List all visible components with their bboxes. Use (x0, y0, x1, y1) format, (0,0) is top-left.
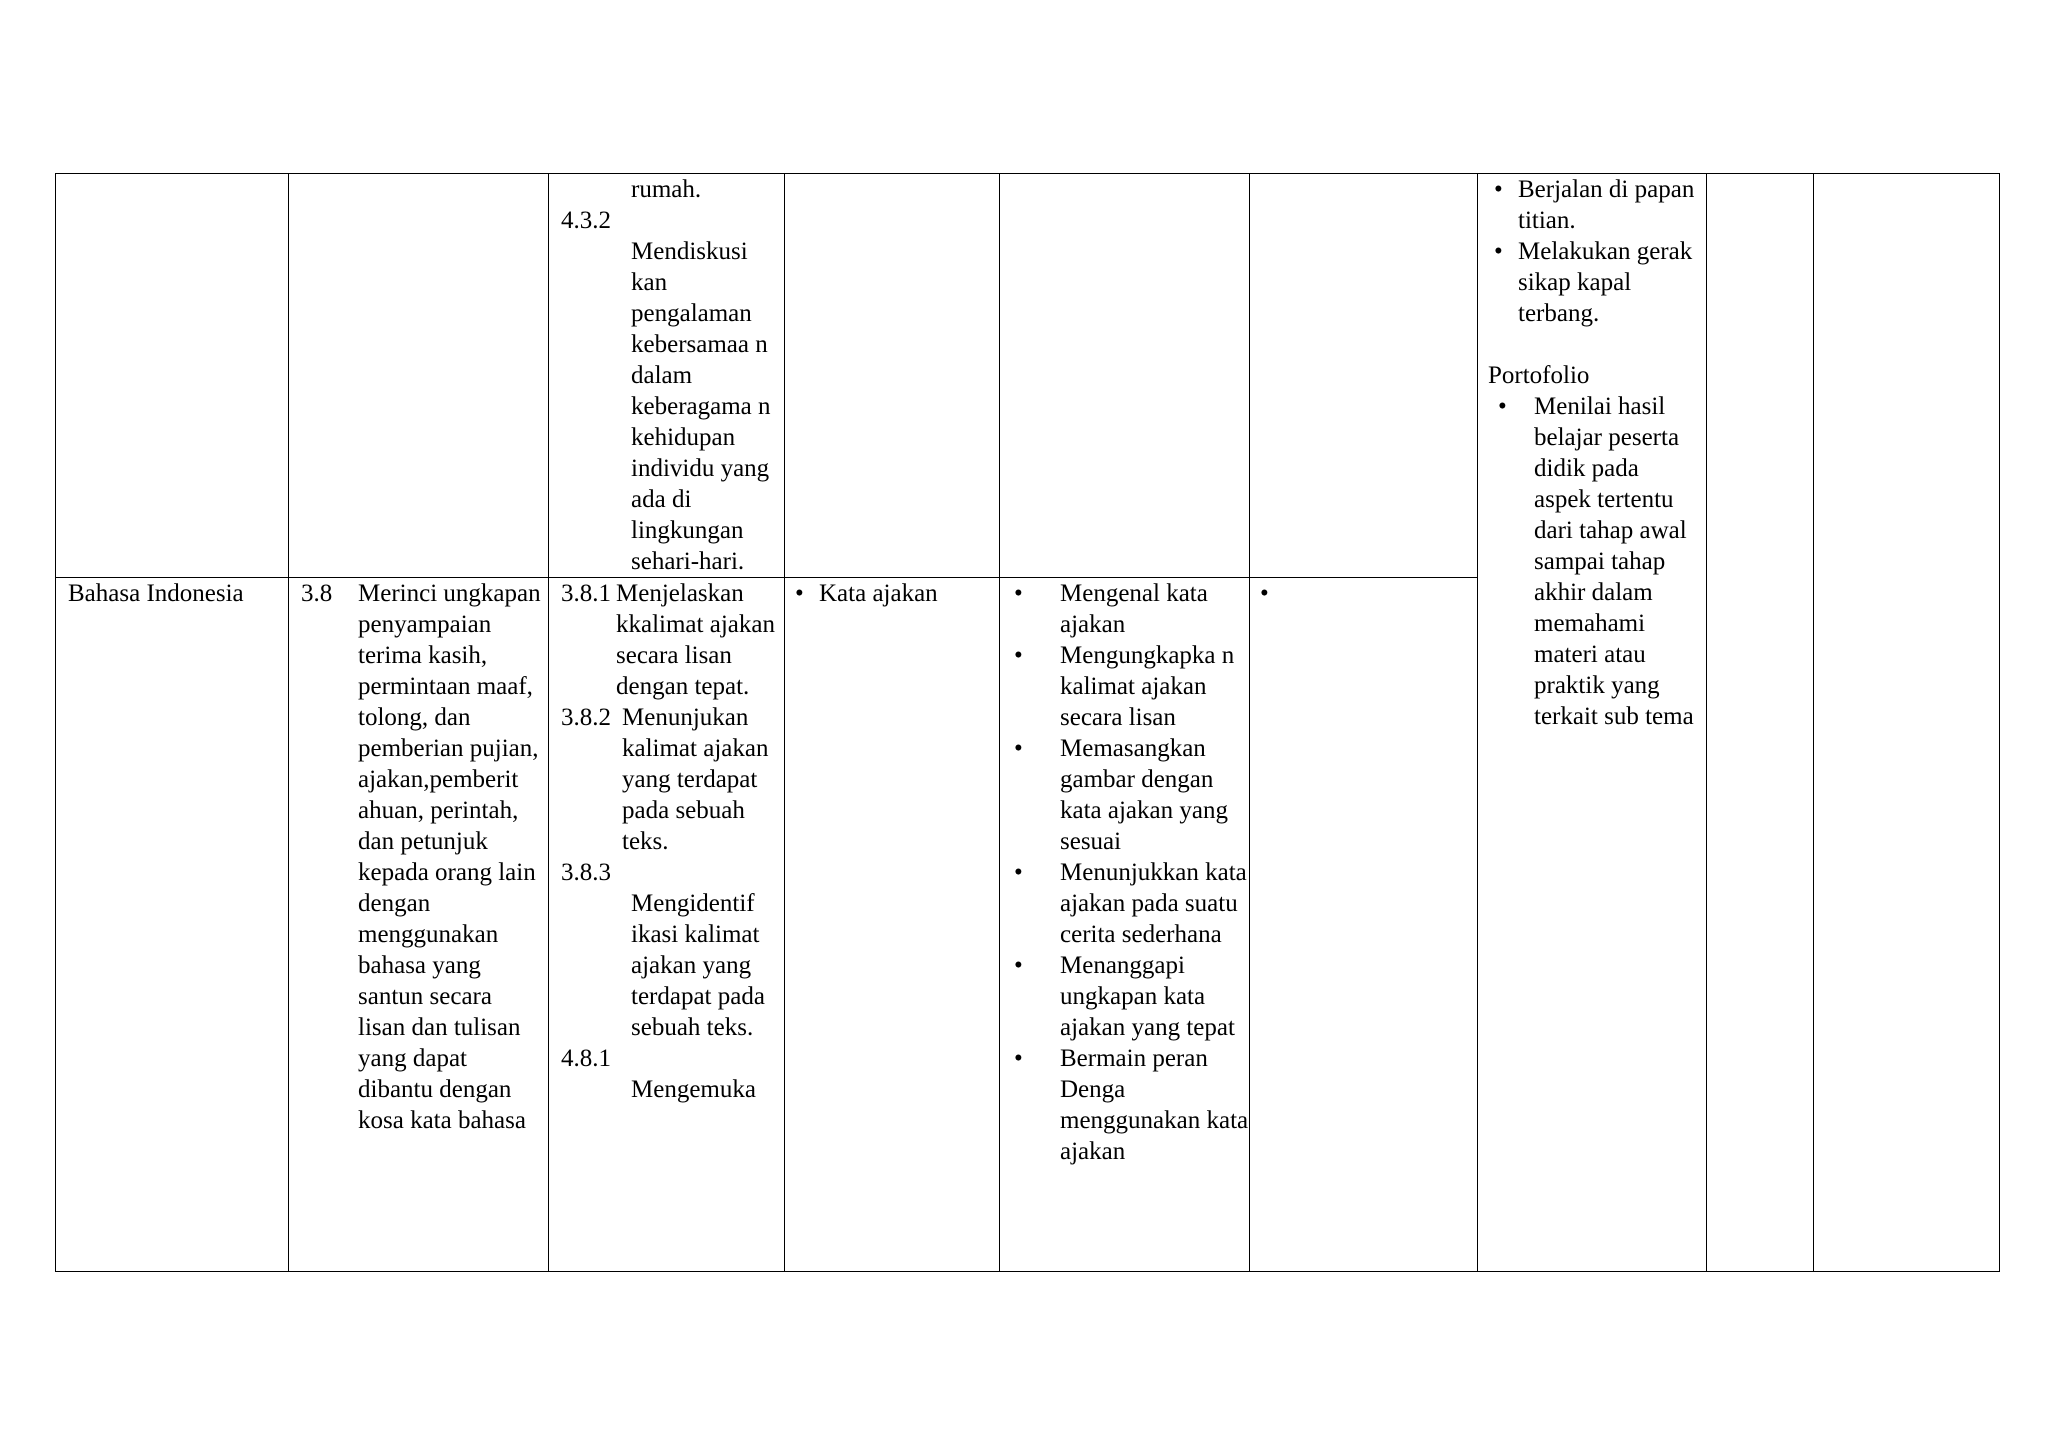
material-cell (785, 578, 1000, 1272)
column6-cell (1250, 174, 1478, 578)
assessment-cell (1478, 174, 1707, 1272)
list-item: • Menanggapi ungkapan kata ajakan yang tepat (1000, 950, 1249, 1043)
indicator-text: rumah. (631, 176, 702, 203)
table-row (56, 174, 2000, 578)
indicator-text: Menunjukan kalimat ajakan yang terdapat pada sebuah teks. (622, 704, 769, 855)
material-list (785, 578, 999, 609)
indicator-text: Mengemuka (631, 1076, 756, 1103)
list-item: • Bermain peran Denga menggunakan kata ajakan (1000, 1043, 1249, 1167)
activity-list (1000, 578, 1249, 1167)
column6-cell (1250, 578, 1478, 1272)
indicator-number: 3.8.3 (561, 859, 611, 886)
indicator-item (561, 1043, 784, 1074)
list-item: • Mengungkapka n kalimat ajakan secara lisan (1000, 640, 1249, 733)
list-item: • Menunjukkan kata ajakan pada suatu cerita sederhana (1000, 857, 1249, 950)
competency-cell (289, 174, 549, 578)
list-item: • Menilai hasil belajar peserta didik pada aspek tertentu dari tahap awal sampai tahap akhir dalam memahami materi atau praktik yang terkait sub tema (1488, 391, 1696, 732)
competency-cell (289, 578, 549, 1272)
indicator-text: Mendiskusi kan pengalaman kebersamaa n dalam keberagama n kehidupan individu yang ada di lingkungan sehari-hari. (631, 238, 771, 575)
list-item: • Memasangkan gambar dengan kata ajakan yang sesuai (1000, 733, 1249, 857)
list-item: • Melakukan gerak sikap kapal terbang. (1488, 236, 1696, 329)
subject-cell (56, 578, 289, 1272)
indicator-number: 3.8.2 (561, 704, 611, 731)
indicator-text: Menjelaskan kkalimat ajakan secara lisan dengan tepat. (616, 580, 775, 700)
indicator-cell (549, 174, 785, 578)
performance-list (1488, 174, 1696, 329)
indicator-cell (549, 578, 785, 1272)
empty-column-8 (1707, 174, 1814, 1272)
indicator-item (561, 578, 784, 702)
indicator-text: Mengidentif ikasi kalimat ajakan yang terdapat pada sebuah teks. (631, 890, 765, 1041)
indicator-number: 3.8.1 (561, 580, 611, 607)
competency-number: 3.8 (301, 580, 333, 607)
indicator-item (561, 205, 784, 236)
indicator-number: 4.3.2 (561, 207, 611, 234)
empty-column-9 (1814, 174, 2000, 1272)
indicator-item (561, 702, 784, 857)
indicator-number: 4.8.1 (561, 1045, 611, 1072)
learning-plan-table (55, 173, 2000, 1272)
portfolio-list (1488, 391, 1696, 732)
list-item: • Kata ajakan (789, 578, 999, 609)
subject-cell (56, 174, 289, 578)
material-cell (785, 174, 1000, 578)
list-item: • Mengenal kata ajakan (1000, 578, 1249, 640)
list-item: • Berjalan di papan titian. (1488, 174, 1696, 236)
activity-cell (1000, 174, 1250, 578)
indicator-item (561, 857, 784, 888)
subject-name: Bahasa Indonesia (68, 580, 244, 607)
portfolio-heading: Portofolio (1488, 362, 1590, 389)
activity-cell (1000, 578, 1250, 1272)
competency-text: Merinci ungkapan penyampaian terima kasih, permintaan maaf, tolong, dan pemberian pujian, ajakan,pemberit ahuan, perintah, dan petunjuk kepada orang lain dengan menggunakan bahasa yang santun secara lisan dan tulisan yang dapat dibantu dengan kosa kata bahasa (358, 580, 541, 1134)
